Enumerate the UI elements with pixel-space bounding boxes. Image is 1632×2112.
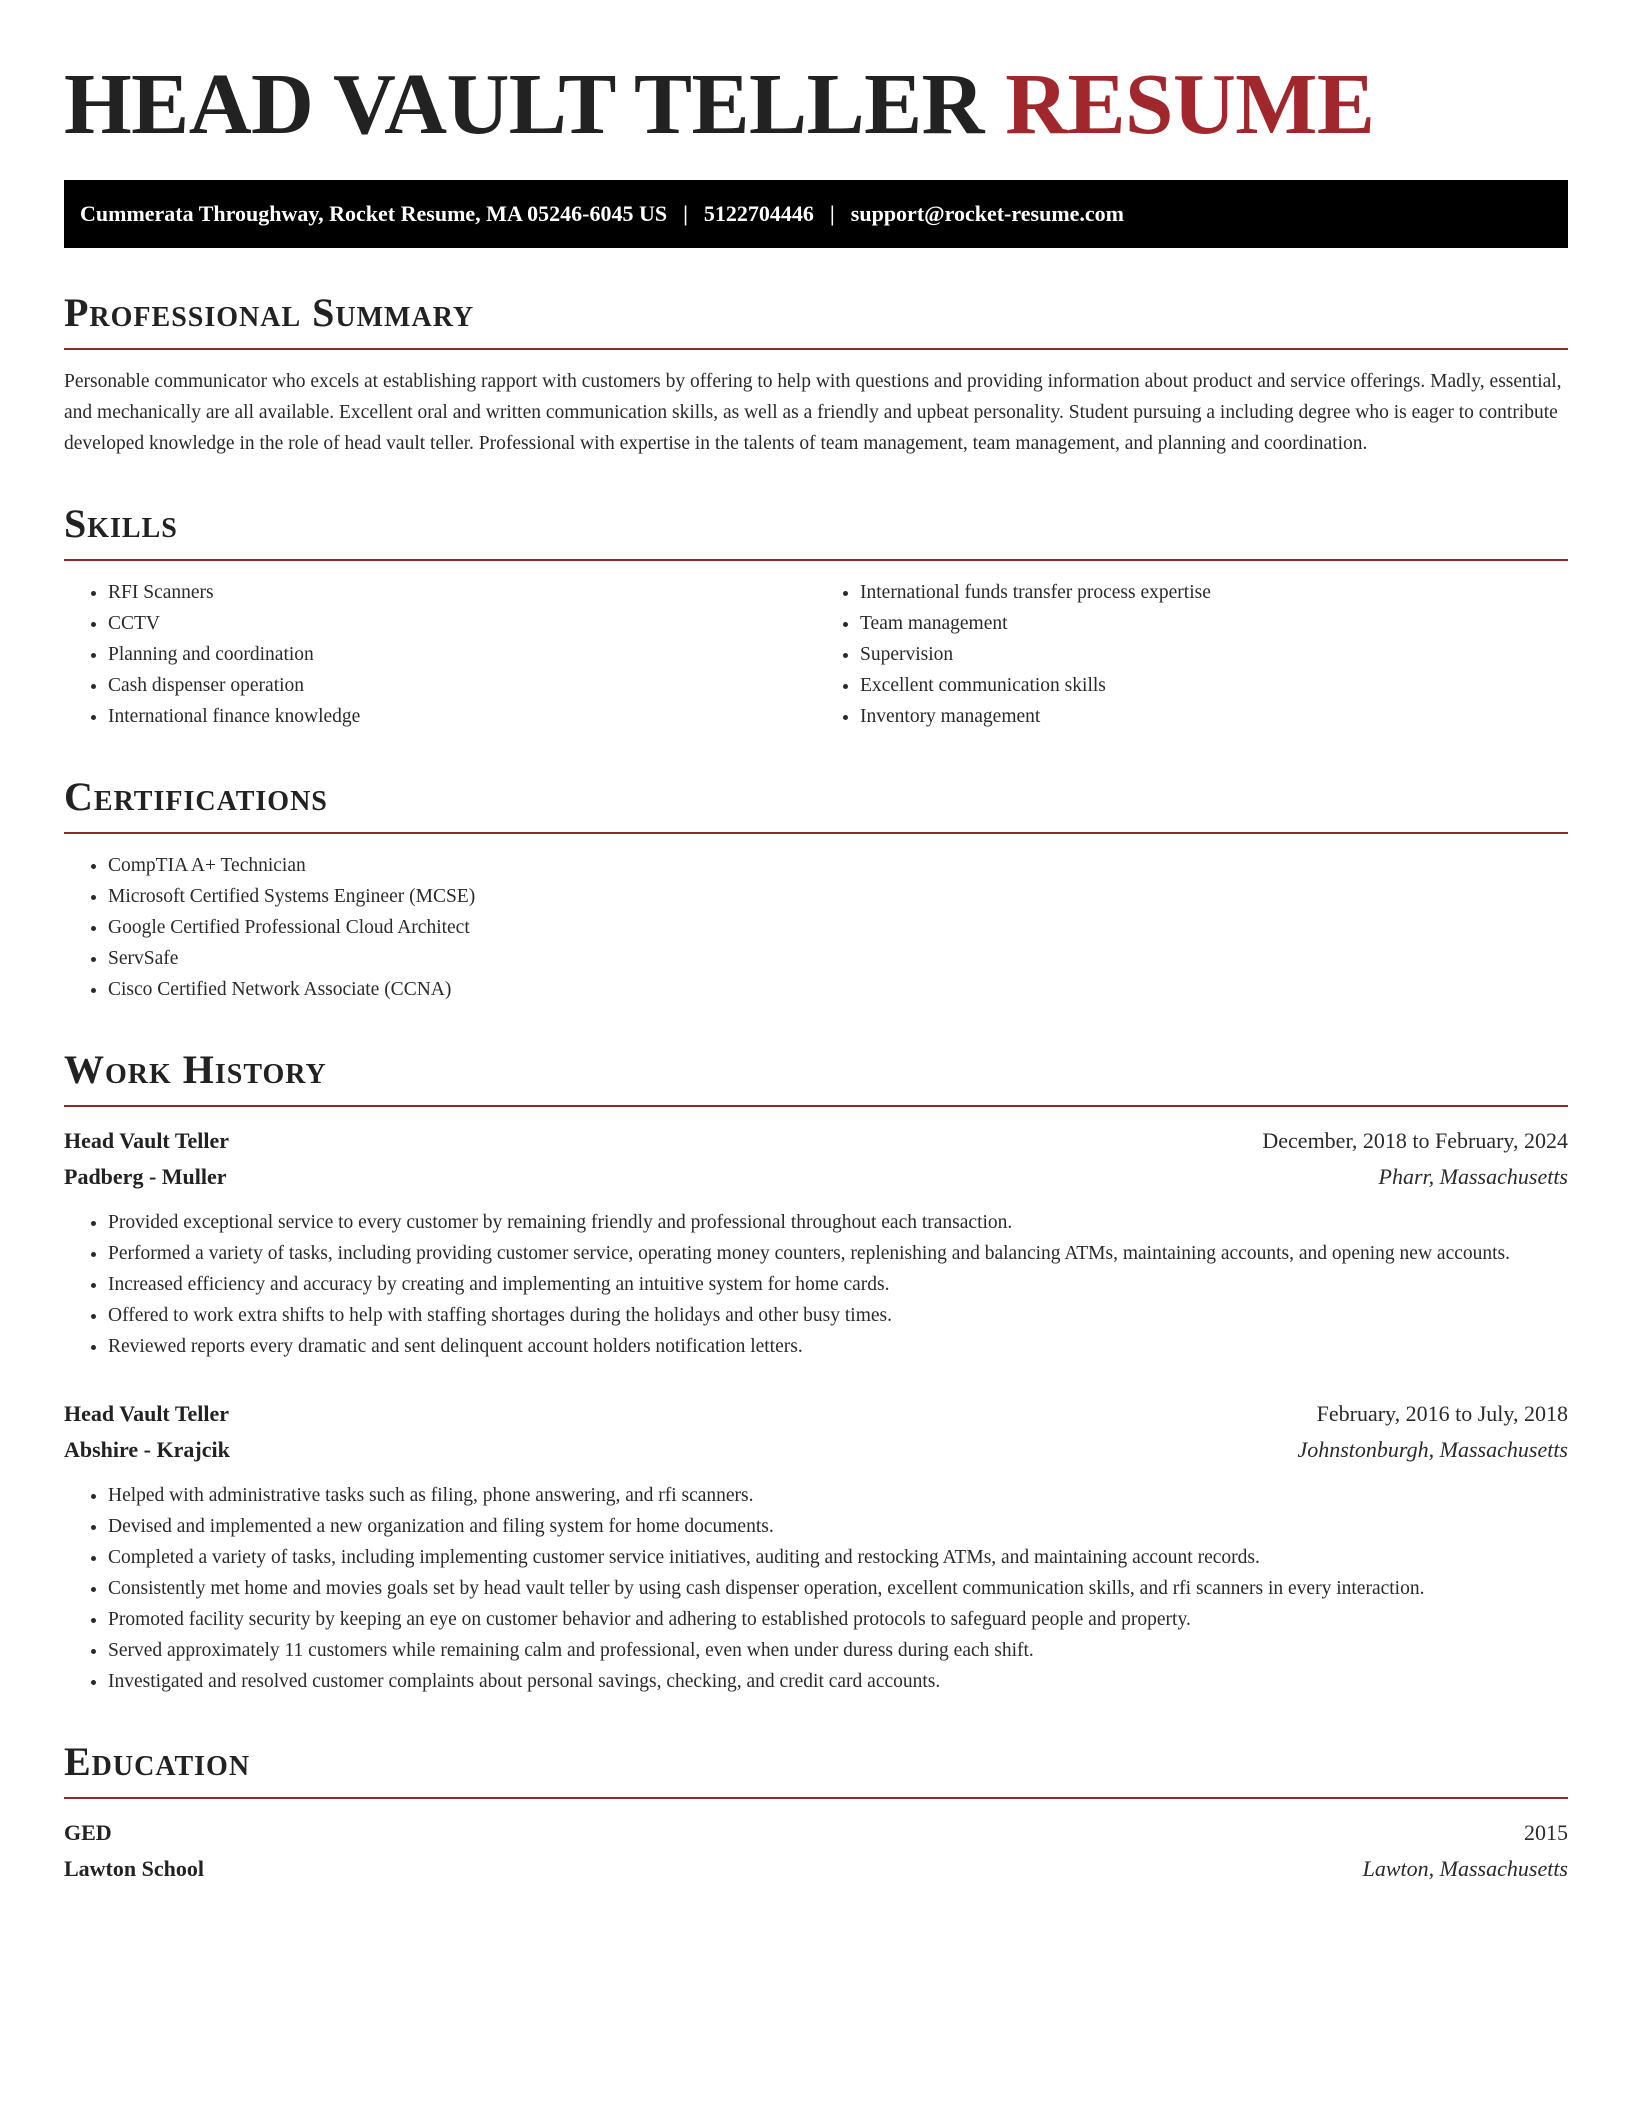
- skills-section: [64, 501, 1568, 732]
- certification-item: • CompTIA A+ Technician: [108, 850, 1568, 881]
- skill-item: • Team management: [860, 608, 1568, 639]
- job-duty-item: • Offered to work extra shifts to help with staffing shortages during the holidays and other busy times.: [108, 1300, 1568, 1331]
- education-location: Lawton, Massachusetts: [1362, 1856, 1568, 1881]
- certification-item: • Cisco Certified Network Associate (CCNA): [108, 974, 1568, 1005]
- certification-item: • Google Certified Professional Cloud Architect: [108, 912, 1568, 943]
- job-dates: February, 2016 to July, 2018: [1316, 1401, 1568, 1426]
- skill-item: • RFI Scanners: [108, 577, 816, 608]
- skill-item: • International funds transfer process expertise: [860, 577, 1568, 608]
- certification-item: • ServSafe: [108, 943, 1568, 974]
- job-company: Padberg - Muller: [64, 1164, 227, 1189]
- skill-item: • Excellent communication skills: [860, 670, 1568, 701]
- education-school-row: [64, 1851, 1568, 1887]
- contact-address: Cummerata Throughway, Rocket Resume, MA 05246-6045 US: [80, 201, 668, 226]
- title-accent: RESUME: [1005, 55, 1375, 152]
- job-company: Abshire - Krajcik: [64, 1437, 230, 1462]
- job-duty-item: • Investigated and resolved customer complaints about personal savings, checking, and credit card accounts.: [108, 1666, 1568, 1697]
- certifications-section: [64, 774, 1568, 1005]
- skill-item: • Planning and coordination: [108, 639, 816, 670]
- job-duty-item: • Devised and implemented a new organization and filing system for home documents.: [108, 1511, 1568, 1542]
- job-duty-item: • Completed a variety of tasks, including implementing customer service initiatives, auditing and restocking ATMs, and maintaining account records.: [108, 1542, 1568, 1573]
- summary-heading: Professional Summary: [64, 290, 1568, 350]
- contact-email: support@rocket-resume.com: [850, 201, 1124, 226]
- job-title: Head Vault Teller: [64, 1128, 230, 1153]
- job-duty-item: • Promoted facility security by keeping an eye on customer behavior and adhering to established protocols to safeguard people and property.: [108, 1604, 1568, 1635]
- skill-item: • International finance knowledge: [108, 701, 816, 732]
- contact-separator: |: [683, 201, 688, 226]
- job-company-row: [64, 1432, 1568, 1468]
- job-duty-item: • Increased efficiency and accuracy by creating and implementing an intuitive system for home cards.: [108, 1269, 1568, 1300]
- contact-bar: [64, 180, 1568, 248]
- job-duty-item: • Consistently met home and movies goals set by head vault teller by using cash dispenser operation, excellent communication skills, and rfi scanners in every interaction.: [108, 1573, 1568, 1604]
- education-year: 2015: [1524, 1820, 1568, 1845]
- skill-item: • Cash dispenser operation: [108, 670, 816, 701]
- job-duty-item: • Reviewed reports every dramatic and sent delinquent account holders notification letters.: [108, 1331, 1568, 1362]
- job-dates: December, 2018 to February, 2024: [1262, 1128, 1568, 1153]
- job-title: Head Vault Teller: [64, 1401, 230, 1426]
- job-company-row: [64, 1159, 1568, 1195]
- certifications-list: [64, 850, 1568, 1005]
- skills-heading: Skills: [64, 501, 1568, 561]
- education-heading: Education: [64, 1739, 1568, 1799]
- skill-item: • Inventory management: [860, 701, 1568, 732]
- skill-item: • CCTV: [108, 608, 816, 639]
- work-history-heading: Work History: [64, 1047, 1568, 1107]
- work-history-section: [64, 1047, 1568, 1697]
- education-header-row: [64, 1815, 1568, 1851]
- page-title: [64, 55, 1568, 152]
- job-duty-item: • Helped with administrative tasks such as filing, phone answering, and rfi scanners.: [108, 1480, 1568, 1511]
- job-duty-item: • Performed a variety of tasks, including providing customer service, operating money counters, replenishing and balancing ATMs, maintaining accounts, and opening new accounts.: [108, 1238, 1568, 1269]
- job-header-row: [64, 1396, 1568, 1432]
- education-section: [64, 1739, 1568, 1887]
- title-main: HEAD VAULT TELLER: [64, 55, 1006, 152]
- job-entry: [64, 1396, 1568, 1697]
- contact-separator: |: [829, 201, 835, 226]
- education-entry: [64, 1815, 1568, 1887]
- summary-text: Personable communicator who excels at establishing rapport with customers by offering to help with questions and providing information about product and service offerings. Madly, essential, and mechanically are all available. Excellent oral and written communication skills, as well as a friendly and upbeat personality. Student pursuing a including degree who is eager to contribute developed knowledge in the role of head vault teller. Professional with expertise in the talents of team management, team management, and planning and coordination.: [64, 371, 1562, 454]
- contact-phone: 5122704446: [703, 201, 814, 226]
- job-location: Johnstonburgh, Massachusetts: [1297, 1437, 1568, 1462]
- job-header-row: [64, 1123, 1568, 1159]
- skill-item: • Supervision: [860, 639, 1568, 670]
- certifications-heading: Certifications: [64, 774, 1568, 834]
- education-school: Lawton School: [64, 1856, 204, 1881]
- skills-grid: [64, 561, 1568, 732]
- job-entry: [64, 1123, 1568, 1362]
- job-duty-item: • Served approximately 11 customers while remaining calm and professional, even when under duress during each shift.: [108, 1635, 1568, 1666]
- summary-section: [64, 290, 1568, 459]
- skills-list-right: [816, 577, 1568, 732]
- skills-list-left: [64, 577, 816, 732]
- job-duties-list: [64, 1480, 1568, 1697]
- job-duties-list: [64, 1207, 1568, 1362]
- job-location: Pharr, Massachusetts: [1378, 1164, 1568, 1189]
- education-degree: GED: [64, 1820, 112, 1845]
- job-duty-item: • Provided exceptional service to every customer by remaining friendly and professional throughout each transaction.: [108, 1207, 1568, 1238]
- certification-item: • Microsoft Certified Systems Engineer (MCSE): [108, 881, 1568, 912]
